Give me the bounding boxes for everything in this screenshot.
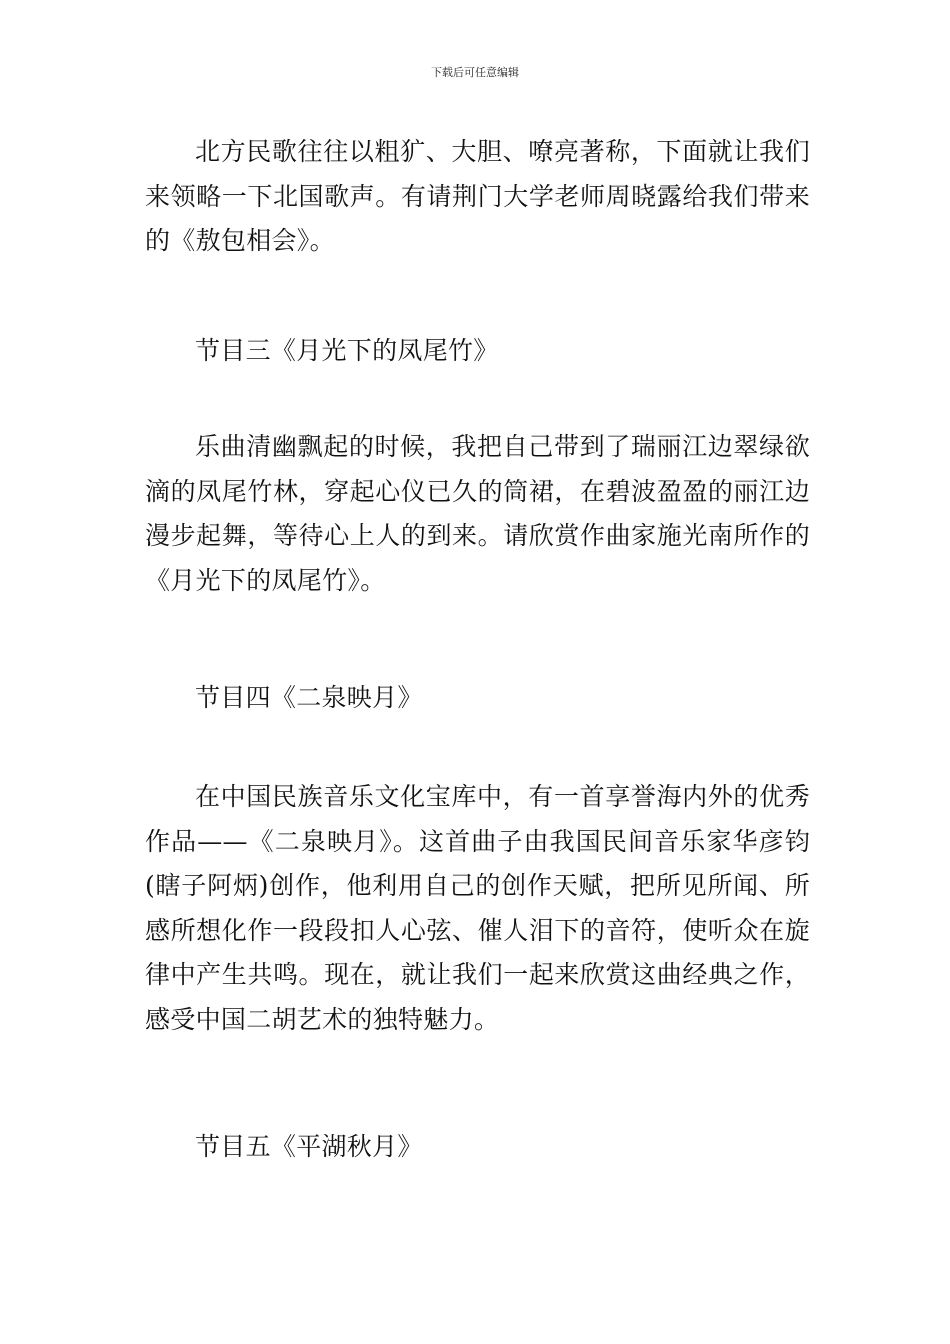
program-five-heading: 节目五《平湖秋月》 [195, 1132, 423, 1161]
page-header-note: 下载后可任意编辑 [431, 66, 519, 79]
program-four-heading: 节目四《二泉映月》 [195, 683, 423, 712]
paragraph-northern-folk-songs: 北方民歌往往以粗犷、大胆、嘹亮著称，下面就让我们来领略一下北国歌声。有请荆门大学老师周晓露给我们带来的《敖包相会》。 [145, 137, 810, 255]
paragraph-erquan-yingyue: 在中国民族音乐文化宝库中，有一首享誉海内外的优秀作品——《二泉映月》。这首曲子由我国民间音乐家华彦钧(瞎子阿炳)创作，他利用自己的创作天赋，把所见所闻、所感所想化作一段段扣人心弦、催人泪下的音符，使听众在旋律中产生共鸣。现在，就让我们一起来欣赏这曲经典之作，感受中国二胡艺术的独特魅力。 [145, 782, 810, 1034]
paragraph-phoenix-bamboo: 乐曲清幽飘起的时候，我把自己带到了瑞丽江边翠绿欲滴的凤尾竹林，穿起心仪已久的筒裙，在碧波盈盈的丽江边漫步起舞，等待心上人的到来。请欣赏作曲家施光南所作的《月光下的凤尾竹》。 [145, 432, 810, 595]
program-three-heading: 节目三《月光下的凤尾竹》 [195, 336, 499, 365]
